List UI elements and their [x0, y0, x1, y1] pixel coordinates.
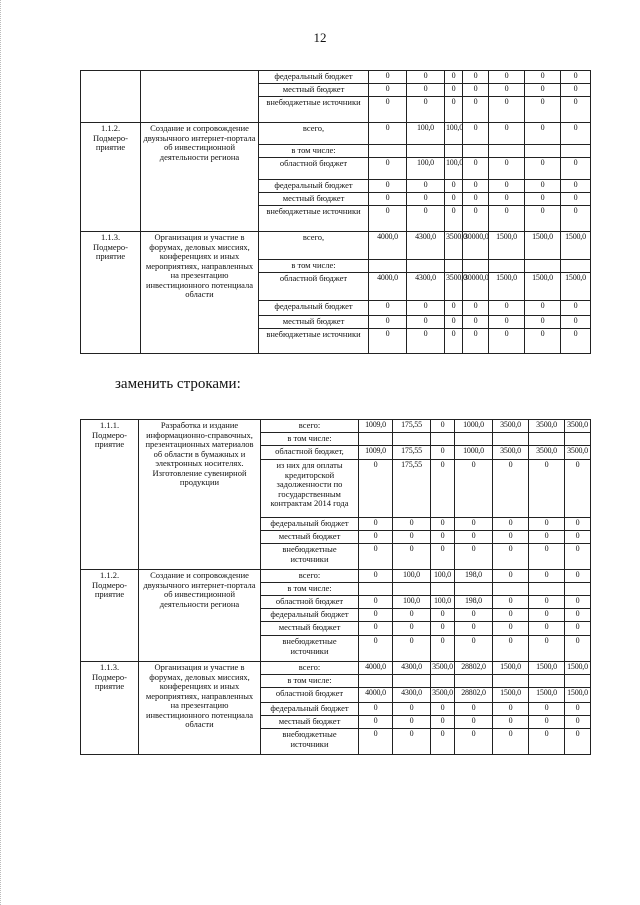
- amount-cell: 0: [565, 703, 591, 716]
- amount-cell: 0: [565, 609, 591, 622]
- amount-cell: 1009,0: [359, 446, 393, 460]
- amount-cell: 0: [359, 570, 393, 583]
- amount-cell: 0: [369, 71, 407, 84]
- amount-cell: [493, 583, 529, 596]
- amount-cell: 4300,0: [407, 232, 445, 260]
- amount-cell: 0: [529, 518, 565, 531]
- amount-cell: 0: [529, 531, 565, 544]
- amount-cell: 0: [407, 97, 445, 123]
- amount-cell: 0: [369, 193, 407, 206]
- subprogram-code: 1.1.2. Подмеро-приятие: [81, 570, 139, 662]
- amount-cell: 0: [431, 609, 455, 622]
- amount-cell: 4300,0: [393, 688, 431, 703]
- amount-cell: 0: [489, 158, 525, 180]
- amount-cell: 0: [565, 729, 591, 755]
- funding-source-label: внебюджетные источники: [259, 206, 369, 232]
- amount-cell: 30000,0: [463, 273, 489, 301]
- amount-cell: 3500,0: [493, 420, 529, 433]
- amount-cell: 0: [463, 329, 489, 354]
- funding-source-label: федеральный бюджет: [259, 301, 369, 316]
- amount-cell: 0: [493, 596, 529, 609]
- funding-source-label: местный бюджет: [259, 316, 369, 329]
- amount-cell: 4300,0: [393, 662, 431, 675]
- funding-source-label: всего:: [261, 662, 359, 675]
- amount-cell: 0: [369, 301, 407, 316]
- funding-source-label: в том числе:: [259, 260, 369, 273]
- amount-cell: 28802,0: [455, 662, 493, 675]
- funding-source-label: федеральный бюджет: [261, 703, 359, 716]
- funding-source-label: всего,: [259, 123, 369, 145]
- amount-cell: 0: [431, 420, 455, 433]
- amount-cell: 0: [529, 609, 565, 622]
- amount-cell: 198,0: [455, 596, 493, 609]
- amount-cell: 1500,0: [561, 273, 591, 301]
- amount-cell: 175,55: [393, 460, 431, 518]
- amount-cell: 1500,0: [489, 273, 525, 301]
- funding-source-label: федеральный бюджет: [261, 609, 359, 622]
- amount-cell: 0: [455, 518, 493, 531]
- amount-cell: 0: [493, 518, 529, 531]
- amount-cell: 0: [393, 531, 431, 544]
- amount-cell: 0: [493, 544, 529, 570]
- amount-cell: 0: [561, 316, 591, 329]
- amount-cell: 0: [493, 703, 529, 716]
- amount-cell: 0: [455, 703, 493, 716]
- funding-source-label: в том числе:: [261, 433, 359, 446]
- amount-cell: 0: [407, 206, 445, 232]
- amount-cell: [463, 260, 489, 273]
- amount-cell: 0: [431, 518, 455, 531]
- amount-cell: 0: [493, 622, 529, 636]
- amount-cell: 0: [455, 716, 493, 729]
- amount-cell: 0: [565, 596, 591, 609]
- funding-source-label: в том числе:: [261, 675, 359, 688]
- amount-cell: 1500,0: [493, 662, 529, 675]
- amount-cell: 0: [489, 301, 525, 316]
- amount-cell: 0: [359, 531, 393, 544]
- amount-cell: 0: [431, 703, 455, 716]
- amount-cell: 0: [369, 123, 407, 145]
- amount-cell: 0: [393, 609, 431, 622]
- amount-cell: [393, 583, 431, 596]
- amount-cell: 0: [431, 446, 455, 460]
- amount-cell: 1500,0: [565, 662, 591, 675]
- amount-cell: [489, 145, 525, 158]
- funding-source-label: федеральный бюджет: [261, 518, 359, 531]
- amount-cell: 4300,0: [407, 273, 445, 301]
- funding-source-label: внебюджетные источники: [261, 636, 359, 662]
- amount-cell: 0: [445, 71, 463, 84]
- amount-cell: [489, 260, 525, 273]
- amount-cell: 0: [369, 97, 407, 123]
- amount-cell: 0: [359, 703, 393, 716]
- amount-cell: [565, 583, 591, 596]
- amount-cell: 1500,0: [529, 688, 565, 703]
- amount-cell: [493, 675, 529, 688]
- subprogram-description: Создание и сопровождение двуязычного интернет-портала об инвестиционной деятельности региона: [139, 570, 261, 662]
- subprogram-description: Разработка и издание информационно-справочных, презентационных материалов об области в бумажных и электронных носителях. Изготовление сувенирной продукции: [139, 420, 261, 570]
- amount-cell: 0: [463, 123, 489, 145]
- funding-source-label: областной бюджет: [259, 158, 369, 180]
- amount-cell: [445, 260, 463, 273]
- amount-cell: 0: [565, 570, 591, 583]
- amount-cell: [463, 145, 489, 158]
- amount-cell: 0: [359, 518, 393, 531]
- amount-cell: 0: [431, 716, 455, 729]
- subprogram-code: 1.1.1. Подмеро-приятие: [81, 420, 139, 570]
- amount-cell: 0: [445, 301, 463, 316]
- amount-cell: 0: [565, 544, 591, 570]
- amount-cell: 0: [529, 716, 565, 729]
- amount-cell: 0: [463, 71, 489, 84]
- amount-cell: [431, 433, 455, 446]
- amount-cell: 0: [489, 71, 525, 84]
- amount-cell: 0: [493, 636, 529, 662]
- amount-cell: 0: [525, 193, 561, 206]
- amount-cell: 0: [463, 180, 489, 193]
- amount-cell: 0: [445, 316, 463, 329]
- amount-cell: 0: [489, 180, 525, 193]
- amount-cell: 1000,0: [455, 446, 493, 460]
- funding-source-label: всего:: [261, 420, 359, 433]
- table-row: [81, 232, 591, 260]
- amount-cell: 4000,0: [359, 662, 393, 675]
- amount-cell: 0: [359, 596, 393, 609]
- amount-cell: 0: [525, 158, 561, 180]
- amount-cell: 0: [431, 729, 455, 755]
- amount-cell: [393, 675, 431, 688]
- amount-cell: 0: [529, 622, 565, 636]
- amount-cell: 28802,0: [455, 688, 493, 703]
- amount-cell: 0: [407, 71, 445, 84]
- amount-cell: 0: [463, 206, 489, 232]
- amount-cell: 0: [407, 84, 445, 97]
- amount-cell: [561, 260, 591, 273]
- funding-source-label: в том числе:: [259, 145, 369, 158]
- amount-cell: 0: [369, 158, 407, 180]
- amount-cell: 100,0: [431, 570, 455, 583]
- funding-source-label: местный бюджет: [259, 84, 369, 97]
- amount-cell: 0: [407, 301, 445, 316]
- amount-cell: 0: [445, 206, 463, 232]
- amount-cell: 0: [393, 622, 431, 636]
- amount-cell: 0: [455, 544, 493, 570]
- amount-cell: 0: [565, 518, 591, 531]
- amount-cell: 0: [455, 609, 493, 622]
- amount-cell: 0: [561, 193, 591, 206]
- amount-cell: 0: [565, 716, 591, 729]
- funding-source-label: из них для оплаты кредиторской задолженности по государственным контрактам 2014 года: [261, 460, 359, 518]
- amount-cell: 0: [529, 703, 565, 716]
- scan-edge: [0, 0, 5, 905]
- amount-cell: 0: [561, 301, 591, 316]
- amount-cell: [359, 675, 393, 688]
- amount-cell: 175,55: [393, 420, 431, 433]
- amount-cell: 3500,0: [493, 446, 529, 460]
- amount-cell: 100,0: [431, 596, 455, 609]
- amount-cell: 0: [565, 460, 591, 518]
- amount-cell: [407, 260, 445, 273]
- amount-cell: [455, 675, 493, 688]
- amount-cell: 4000,0: [359, 688, 393, 703]
- amount-cell: 100,0: [393, 596, 431, 609]
- amount-cell: 0: [359, 716, 393, 729]
- amount-cell: 0: [525, 71, 561, 84]
- amount-cell: 100,0: [445, 158, 463, 180]
- amount-cell: 0: [359, 729, 393, 755]
- amount-cell: 0: [407, 180, 445, 193]
- amount-cell: 0: [529, 570, 565, 583]
- amount-cell: 0: [529, 460, 565, 518]
- amount-cell: 0: [359, 544, 393, 570]
- amount-cell: 1500,0: [561, 232, 591, 260]
- amount-cell: 0: [561, 97, 591, 123]
- amount-cell: 0: [393, 716, 431, 729]
- amount-cell: 0: [445, 329, 463, 354]
- funding-source-label: всего:: [261, 570, 359, 583]
- amount-cell: 0: [561, 180, 591, 193]
- amount-cell: [525, 145, 561, 158]
- amount-cell: [359, 433, 393, 446]
- amount-cell: 0: [463, 301, 489, 316]
- amount-cell: 1009,0: [359, 420, 393, 433]
- amount-cell: 0: [489, 193, 525, 206]
- amount-cell: 0: [393, 518, 431, 531]
- amount-cell: [369, 260, 407, 273]
- amount-cell: 0: [463, 97, 489, 123]
- subprogram-code-cont: [81, 71, 141, 123]
- page-number: 12: [313, 30, 327, 45]
- amount-cell: [525, 260, 561, 273]
- amount-cell: 0: [431, 531, 455, 544]
- funding-source-label: местный бюджет: [261, 531, 359, 544]
- amount-cell: 0: [407, 329, 445, 354]
- amount-cell: 0: [529, 596, 565, 609]
- amount-cell: 0: [525, 206, 561, 232]
- funding-source-label: областной бюджет: [259, 273, 369, 301]
- amount-cell: 100,0: [393, 570, 431, 583]
- subprogram-code: 1.1.2. Подмеро-приятие: [81, 123, 141, 232]
- funding-source-label: в том числе:: [261, 583, 359, 596]
- amount-cell: 0: [489, 97, 525, 123]
- amount-cell: 0: [489, 84, 525, 97]
- amount-cell: 0: [455, 622, 493, 636]
- funding-table-old: [80, 70, 591, 354]
- amount-cell: 0: [565, 622, 591, 636]
- amount-cell: 0: [493, 609, 529, 622]
- amount-cell: 0: [525, 84, 561, 97]
- amount-cell: 0: [359, 622, 393, 636]
- amount-cell: 0: [489, 329, 525, 354]
- amount-cell: 0: [359, 609, 393, 622]
- funding-source-label: местный бюджет: [259, 193, 369, 206]
- amount-cell: 0: [463, 158, 489, 180]
- amount-cell: 3500,0: [529, 446, 565, 460]
- amount-cell: [565, 675, 591, 688]
- amount-cell: 0: [431, 622, 455, 636]
- amount-cell: 0: [455, 531, 493, 544]
- amount-cell: 0: [525, 123, 561, 145]
- table-row: [81, 123, 591, 145]
- amount-cell: 0: [493, 729, 529, 755]
- funding-source-label: областной бюджет,: [261, 446, 359, 460]
- amount-cell: 0: [529, 636, 565, 662]
- amount-cell: 0: [463, 84, 489, 97]
- amount-cell: 0: [529, 544, 565, 570]
- amount-cell: [455, 583, 493, 596]
- amount-cell: 0: [561, 71, 591, 84]
- amount-cell: 3500,0: [565, 446, 591, 460]
- amount-cell: 0: [489, 316, 525, 329]
- amount-cell: 0: [463, 193, 489, 206]
- amount-cell: 100,0: [407, 158, 445, 180]
- amount-cell: 100,0: [445, 123, 463, 145]
- amount-cell: 3500,0: [445, 273, 463, 301]
- amount-cell: 175,55: [393, 446, 431, 460]
- amount-cell: 0: [565, 636, 591, 662]
- amount-cell: 0: [359, 636, 393, 662]
- amount-cell: [529, 675, 565, 688]
- amount-cell: 0: [525, 316, 561, 329]
- funding-table-new: [80, 419, 591, 755]
- amount-cell: 30000,0: [463, 232, 489, 260]
- amount-cell: [407, 145, 445, 158]
- amount-cell: 0: [463, 316, 489, 329]
- amount-cell: 0: [455, 729, 493, 755]
- amount-cell: 0: [493, 460, 529, 518]
- funding-source-label: федеральный бюджет: [259, 180, 369, 193]
- amount-cell: 198,0: [455, 570, 493, 583]
- subprogram-description: Организация и участие в форумах, деловых миссиях, конференциях и иных мероприятиях, направленных на презентацию инвестиционного потенциала области: [139, 662, 261, 755]
- amount-cell: 1500,0: [489, 232, 525, 260]
- table-row: [81, 662, 591, 675]
- amount-cell: 0: [445, 84, 463, 97]
- funding-source-label: местный бюджет: [261, 716, 359, 729]
- amount-cell: 4000,0: [369, 232, 407, 260]
- amount-cell: 0: [369, 329, 407, 354]
- amount-cell: 0: [393, 729, 431, 755]
- amount-cell: 0: [493, 716, 529, 729]
- funding-source-label: местный бюджет: [261, 622, 359, 636]
- amount-cell: 0: [525, 180, 561, 193]
- amount-cell: [529, 583, 565, 596]
- amount-cell: 0: [369, 206, 407, 232]
- amount-cell: 0: [561, 158, 591, 180]
- funding-source-label: внебюджетные источники: [259, 97, 369, 123]
- amount-cell: [431, 583, 455, 596]
- subprogram-description: Создание и сопровождение двуязычного интернет-портала об инвестиционной деятельности региона: [141, 123, 259, 232]
- amount-cell: 0: [493, 531, 529, 544]
- amount-cell: 0: [369, 316, 407, 329]
- amount-cell: 0: [431, 460, 455, 518]
- amount-cell: 0: [525, 97, 561, 123]
- amount-cell: 1500,0: [565, 688, 591, 703]
- amount-cell: 100,0: [407, 123, 445, 145]
- replace-heading: заменить строками:: [115, 376, 241, 392]
- amount-cell: 3500,0: [431, 662, 455, 675]
- amount-cell: [561, 145, 591, 158]
- amount-cell: 0: [561, 329, 591, 354]
- amount-cell: 0: [489, 123, 525, 145]
- amount-cell: [455, 433, 493, 446]
- amount-cell: [359, 583, 393, 596]
- amount-cell: 0: [359, 460, 393, 518]
- funding-source-label: областной бюджет: [261, 688, 359, 703]
- amount-cell: 1500,0: [525, 232, 561, 260]
- subprogram-description-cont: [141, 71, 259, 123]
- amount-cell: 0: [393, 703, 431, 716]
- subprogram-description: Организация и участие в форумах, деловых миссиях, конференциях и иных мероприятиях, направленных на презентацию инвестиционного потенциала области: [141, 232, 259, 354]
- amount-cell: 0: [369, 180, 407, 193]
- amount-cell: 1000,0: [455, 420, 493, 433]
- amount-cell: 0: [561, 206, 591, 232]
- amount-cell: 0: [445, 97, 463, 123]
- amount-cell: [393, 433, 431, 446]
- amount-cell: 0: [455, 636, 493, 662]
- amount-cell: 3500,0: [445, 232, 463, 260]
- amount-cell: [431, 675, 455, 688]
- amount-cell: [529, 433, 565, 446]
- amount-cell: 0: [431, 636, 455, 662]
- amount-cell: 0: [393, 636, 431, 662]
- subprogram-code: 1.1.3. Подмеро-приятие: [81, 232, 141, 354]
- amount-cell: 0: [445, 180, 463, 193]
- table-row: [81, 570, 591, 583]
- amount-cell: [445, 145, 463, 158]
- funding-source-label: внебюджетные источники: [261, 544, 359, 570]
- amount-cell: [369, 145, 407, 158]
- subprogram-code: 1.1.3. Подмеро-приятие: [81, 662, 139, 755]
- amount-cell: 3500,0: [431, 688, 455, 703]
- amount-cell: 0: [431, 544, 455, 570]
- amount-cell: 0: [561, 84, 591, 97]
- amount-cell: 4000,0: [369, 273, 407, 301]
- funding-source-label: внебюджетные источники: [261, 729, 359, 755]
- amount-cell: 0: [407, 316, 445, 329]
- amount-cell: [565, 433, 591, 446]
- funding-source-label: всего,: [259, 232, 369, 260]
- amount-cell: 3500,0: [565, 420, 591, 433]
- funding-source-label: внебюджетные источники: [259, 329, 369, 354]
- amount-cell: 0: [369, 84, 407, 97]
- amount-cell: 0: [565, 531, 591, 544]
- amount-cell: 0: [455, 460, 493, 518]
- amount-cell: 0: [525, 301, 561, 316]
- amount-cell: 3500,0: [529, 420, 565, 433]
- amount-cell: [493, 433, 529, 446]
- amount-cell: 1500,0: [529, 662, 565, 675]
- amount-cell: 0: [407, 193, 445, 206]
- amount-cell: 0: [525, 329, 561, 354]
- funding-source-label: федеральный бюджет: [259, 71, 369, 84]
- amount-cell: 0: [561, 123, 591, 145]
- amount-cell: 0: [493, 570, 529, 583]
- table-row: [81, 420, 591, 433]
- amount-cell: 0: [445, 193, 463, 206]
- amount-cell: 0: [529, 729, 565, 755]
- table-row: [81, 71, 591, 84]
- amount-cell: 1500,0: [493, 688, 529, 703]
- amount-cell: 0: [489, 206, 525, 232]
- amount-cell: 1500,0: [525, 273, 561, 301]
- funding-source-label: областной бюджет: [261, 596, 359, 609]
- amount-cell: 0: [393, 544, 431, 570]
